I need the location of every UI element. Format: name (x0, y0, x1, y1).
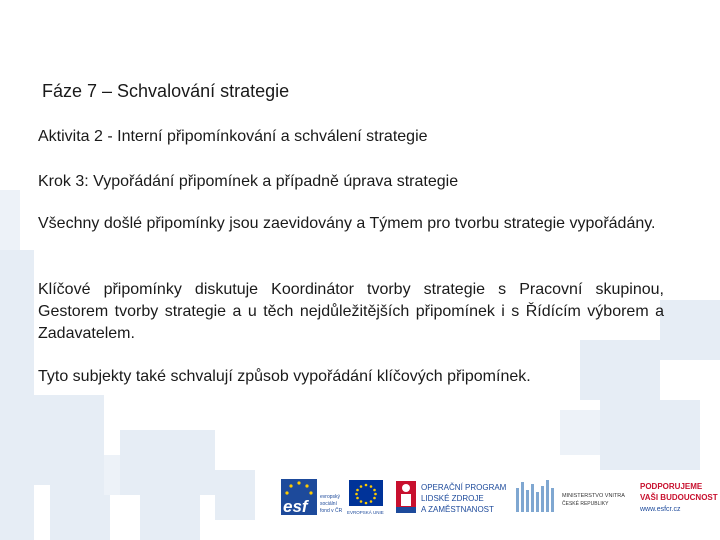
op-line-3: A ZAMĚSTNANOST (421, 505, 494, 514)
paragraph-approval: Tyto subjekty také schvalují způsob vypořádání klíčových připomínek. (38, 368, 531, 385)
op-lzz-logo (396, 481, 507, 514)
slogan-logo (639, 482, 718, 513)
esf-caption-3: fond v ČR (320, 508, 343, 514)
esf-logo-text: esf (283, 497, 308, 516)
eu-flag-logo (347, 480, 384, 515)
ministry-line-2: ČESKÉ REPUBLIKY (562, 501, 609, 507)
activity-line: Aktivita 2 - Interní připomínkování a schválení strategie (38, 128, 428, 145)
footer-logos (0, 470, 720, 540)
slogan-line-1: PODPORUJEME (640, 482, 703, 491)
op-line-1: OPERAČNÍ PROGRAM (421, 483, 507, 492)
esf-caption-2: sociální (320, 501, 337, 507)
paragraph-key-comments: Klíčové připomínky diskutuje Koordinátor tvorby strategie s Pracovní skupinou, Gestorem tvorby strategie a u těch nejdůležitějších připomínek i s Řídícím výborem a Zadavatelem. (38, 281, 664, 342)
op-line-2: LIDSKÉ ZDROJE (421, 494, 484, 503)
ministry-line-1: MINISTERSTVO VNITRA (562, 493, 625, 499)
esf-logo (281, 479, 343, 516)
eu-caption: EVROPSKÁ UNIE (347, 510, 384, 515)
paragraph-evidence: Všechny došlé připomínky jsou zaevidovány a Týmem pro tvorbu strategie vypořádány. (38, 215, 656, 232)
step-line: Krok 3: Vypořádání připomínek a případně úprava strategie (38, 173, 459, 190)
ministry-logo (516, 480, 625, 512)
esf-caption-1: evropský (320, 494, 341, 500)
slogan-url: www.esfcr.cz (640, 506, 681, 513)
slogan-line-2: VAŠI BUDOUCNOST (640, 493, 718, 502)
slide-title: Fáze 7 – Schvalování strategie (42, 81, 290, 101)
